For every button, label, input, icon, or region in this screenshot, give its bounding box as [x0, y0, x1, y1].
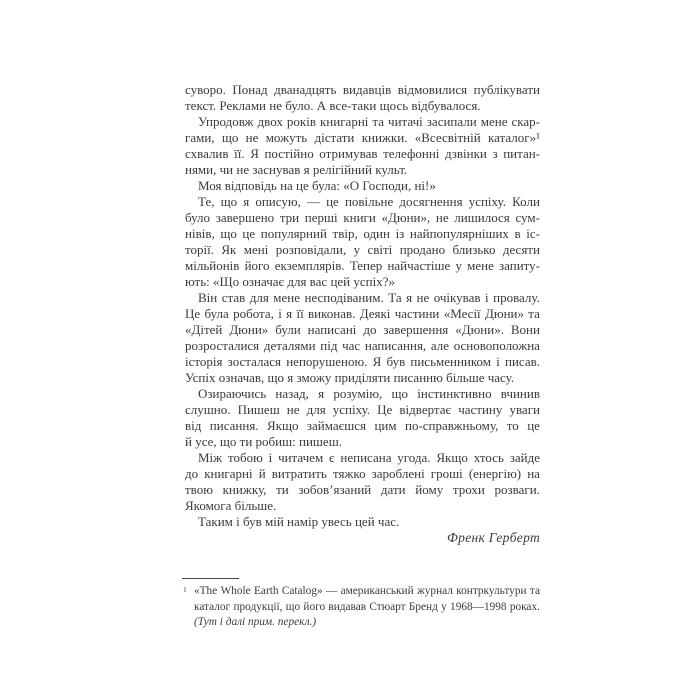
- text-line: Якомога більше.: [185, 498, 277, 513]
- text-line: й усе, що ти робиш: пишеш.: [185, 434, 342, 449]
- paragraph: [185, 290, 540, 386]
- page-text: [185, 82, 540, 546]
- text-line: було завершено три перші книги «Дюни», не лишилося сум-: [185, 210, 540, 225]
- text-line: нями, чи не заснував я релігійний культ.: [185, 162, 408, 177]
- text-line: Це була робота, і я її виконав. Деякі частини «Месії Дюни» та: [185, 306, 540, 321]
- paragraph: [185, 114, 540, 178]
- text-line: Озираючись назад, я розумію, що інстинктивно вчинив: [198, 386, 540, 401]
- text-line: слушно. Пишеш не для успіху. Це відвертає частину уваги: [185, 402, 540, 417]
- text-line: твою книжку, ти зобов’язаний дати йому трохи розваги.: [185, 482, 540, 497]
- text-line: Успіх означав, що я зможу приділяти писанню більше часу.: [185, 370, 515, 385]
- paragraph: [185, 194, 540, 290]
- footnote-line: (Тут і далі прим. перекл.): [194, 616, 317, 628]
- author-signature: Френк Герберт: [446, 530, 540, 545]
- footnote-line: каталог продукції, що його видавав Стюарт Бренд у 1968—1998 роках.: [194, 600, 540, 613]
- text-line: розросталися деталями під час написання, але основоположна: [185, 338, 540, 353]
- text-line: гами, що не можуть дістати книжки. «Всесвітній каталог»¹: [185, 130, 540, 145]
- text-line: торії. Як мені розповідали, у світі продано близько десяти: [185, 242, 540, 257]
- text-line: Те, що я описую, — це повільне досягнення успіху. Коли: [198, 194, 540, 209]
- text-line: «Дітей Дюни» були написані до завершення «Дюни». Вони: [185, 322, 540, 337]
- paragraph: [185, 386, 540, 450]
- paragraph: [185, 178, 540, 194]
- text-line: Упродовж двох років книгарні та читачі засипали мене скар-: [198, 114, 540, 129]
- text-line: текст. Реклами не було. А все-таки щось відбувалося.: [185, 98, 481, 113]
- paragraph: [185, 82, 540, 114]
- footnote-body: [182, 584, 540, 631]
- text-line: схвалив її. Я постійно отримував телефонні дзвінки з питан-: [185, 146, 540, 161]
- paragraph: [185, 450, 540, 514]
- text-line: історія зосталася непорушеною. Я був письменником і писав.: [185, 354, 540, 369]
- footnote: [182, 584, 540, 631]
- text-line: Моя відповідь на це була: «О Господи, ні!»: [198, 178, 436, 193]
- paragraph: [185, 514, 540, 530]
- text-line: нівів, що це популярний твір, один із найпопулярніших в іс-: [185, 226, 540, 241]
- text-line: мільйонів його екземплярів. Тепер найчастіше у мене запиту-: [185, 258, 540, 273]
- text-line: суворо. Понад дванадцять видавців відмовилися публікувати: [185, 82, 540, 97]
- text-line: від писання. Якщо займаєшся цим по-справжньому, то це: [185, 418, 540, 433]
- text-line: Між тобою і читачем є неписана угода. Якщо хтось зайде: [198, 450, 540, 465]
- text-line: Він став для мене несподіваним. Та я не очікував і провалу.: [198, 290, 540, 305]
- footnote-divider: [182, 578, 239, 579]
- footnote-line: «The Whole Earth Catalog» — американський журнал контркультури та: [194, 585, 540, 597]
- text-line: ють: «Що означає для вас цей успіх?»: [185, 274, 395, 289]
- text-line: Таким і був мій намір увесь цей час.: [198, 514, 400, 529]
- footnote-marker: 1: [183, 585, 187, 594]
- text-line: до книгарні й витратить тяжко зароблені гроші (енергію) на: [185, 466, 540, 481]
